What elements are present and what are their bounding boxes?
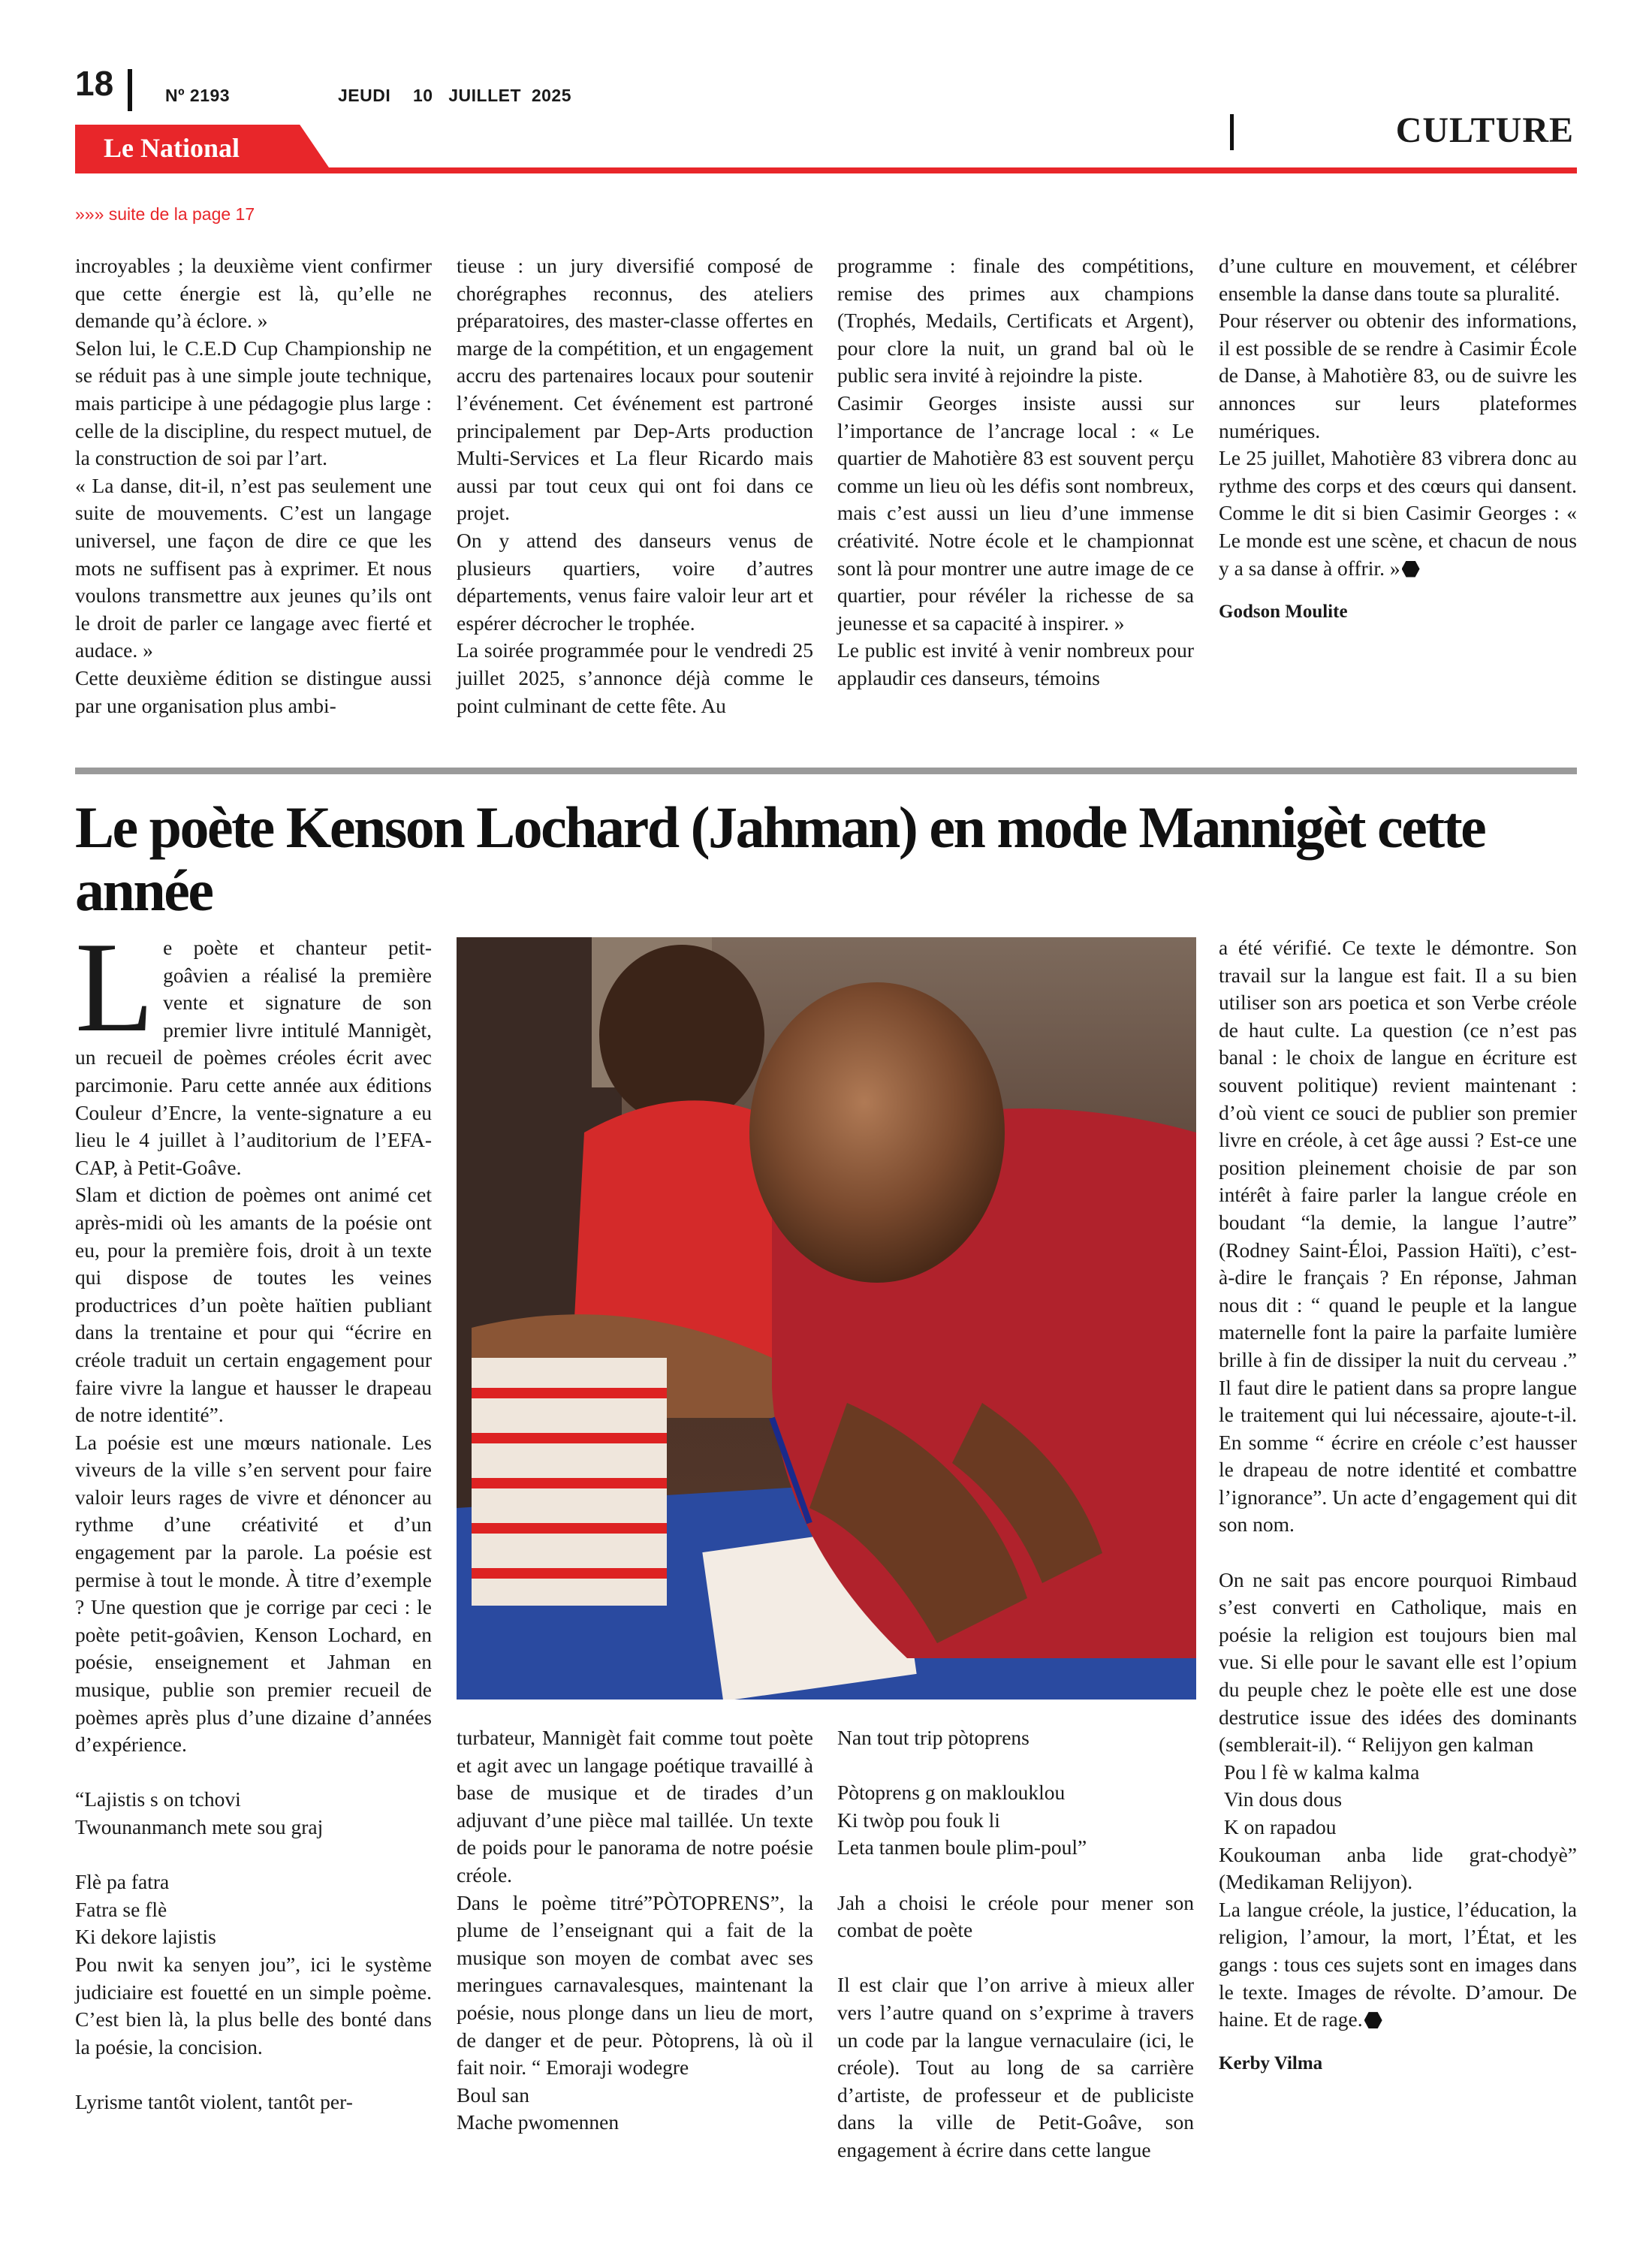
section-title: CULTURE (1395, 110, 1574, 150)
author-byline: Kerby Vilma (1219, 2052, 1323, 2074)
article1-column-2 (457, 252, 813, 719)
paragraph: « La danse, dit-il, n’est pas seulement une suite de mouvements. C’est un langage universel, une façon de dire ce que les mots ne suffisent pas à exprimer. Et nous voulons transmettre aux jeunes qu’ils ont le droit de parler ce langage avec fierté et audace. » (75, 473, 432, 662)
article1-column-4 (1219, 252, 1577, 626)
section-divider (1230, 114, 1234, 150)
end-mark-icon (1402, 561, 1420, 578)
poem-line: Twounanmanch mete sou graj (75, 1815, 324, 1838)
page-number-divider (128, 69, 132, 111)
header-rule (75, 167, 1577, 173)
paragraph-text: Le 25 juillet, Mahotière 83 vibrera donc au rythme des corps et des cœurs qui dansent. Comme le dit si bien Casimir Georges : « Le monde est une scène, et chacun de nous y a sa danse à offrir. » (1219, 446, 1577, 580)
paragraph (1219, 1896, 1577, 2034)
poem-line: Fatra se flè (75, 1897, 167, 1921)
paragraph: Slam et diction de poèmes ont animé cet après-midi où les amants de la poésie ont eu, pour la première fois, droit à un texte qui dispose de toutes les veines productrices d’un poète haïtien publiant dans la trentaine et pour qui “écrire en créole traduit un certain engagement pour faire vivre la langue et hausser le drapeau de notre identité”. (75, 1183, 432, 1427)
article1-column-3 (837, 252, 1194, 692)
page-number: 18 (75, 64, 114, 103)
paragraph: Pou nwit ka senyen jou”, ici le système judiciaire est fouetté en un simple poème. C’est bien là, la plus belle des bonté dans la poésie, la concision. (75, 1952, 432, 2058)
poem-line: Vin dous dous (1219, 1787, 1343, 1811)
issue-day: JEUDI (338, 86, 391, 105)
poem-line: Pòtoprens g on maklouklou (837, 1781, 1066, 1805)
paragraph: Pour réserver ou obtenir des informations, il est possible de se rendre à Casimir École de Danse, à Mahotière 83, ou de suivre les annonces sur leurs plateformes numériques. (1219, 309, 1577, 442)
article1-column-1 (75, 252, 432, 719)
drop-cap: L (75, 916, 155, 1059)
paragraph (1219, 445, 1577, 582)
paragraph-text: La langue créole, la justice, l’éducation, la religion, l’amour, la mort, l’État, et les gangs : tous ces sujets sont en images dans le texte. Images de révolte. D’amour. De haine. Et de rage. (1219, 1897, 1577, 2031)
continued-from: »»» suite de la page 17 (75, 204, 255, 224)
poem-line: Koukouman anba lide grat-chodyè” (Medikaman Relijyon). (1219, 1842, 1577, 1894)
paragraph: Lyrisme tantôt violent, tantôt per- (75, 2089, 353, 2113)
poem-line: Ki dekore lajistis (75, 1925, 216, 1949)
poem-line: Boul san (457, 2083, 530, 2107)
issue-date: 10 JUILLET 2025 (413, 86, 571, 105)
article-divider (75, 768, 1577, 774)
paragraph: On ne sait pas encore pourquoi Rimbaud s’est converti en Catholique, mais en poésie la religion est toujours bien mal vue. Si elle pour le savant elle est l’opium du peuple chez le poète elle est une dose destrutice issue des idées des dominants (semblerait-il). “ Relijyon gen kalman (1219, 1567, 1577, 1757)
poem-line: Leta tanmen boule plim-poul” (837, 1835, 1087, 1859)
paragraph: programme : finale des compétitions, remise des primes aux champions (Trophés, Medails, Certificats et Argent), pour clore la nuit, un grand bal où le public sera invité à rejoindre la piste. (837, 254, 1194, 388)
paragraph: Casimir Georges insiste aussi sur l’importance de l’ancrage local : « Le quartier de Mahotière 83 est souvent perçu comme un lieu où les défis sont nombreux, mais c’est aussi un lieu d’une immense créativité. Notre école et le championnat sont là pour montrer une autre image de ce quartier, pour révéler la richesse de sa jeunesse et sa capacité à inspirer. » (837, 391, 1194, 635)
paragraph: La poésie est une mœurs nationale. Les viveurs de la ville s’en servent pour faire valoir leurs rages de vivre et dénoncer au rythme d’une créativité et d’un engagement par la parole. La poésie est permise à tout le monde. À titre d’exemple ? Une question que je corrige par ceci : le poète petit-goâvien, Kenson Lochard, en poésie, enseignement et Jahman en musique, publie son premier recueil de poèmes après plus d’une dizaine d’années d’expérience. (75, 1430, 432, 1757)
paragraph: turbateur, Mannigèt fait comme tout poète et agit avec un langage poétique travaillé à base de musique et de tirades d’un adjuvant d’une pièce mal taillée. Un texte de poids pour le panorama de notre poésie créole. (457, 1726, 813, 1887)
author-byline: Godson Moulite (1219, 602, 1348, 623)
paragraph: d’une culture en mouvement, et célébrer ensemble la danse dans toute sa pluralité. (1219, 254, 1577, 305)
paragraph: Jah a choisi le créole pour mener son combat de poète (837, 1890, 1194, 1942)
paragraph (75, 916, 432, 1181)
poem-line: Nan tout trip pòtoprens (837, 1726, 1029, 1749)
paragraph: tieuse : un jury diversifié composé de chorégraphes reconnus, des ateliers préparatoires, des master-classe offertes en marge de la compétition, et un engagement accru des partenaires locaux pour soutenir l’événement. Cet événement est partroné principalement par Dep-Arts production Multi-Services et La fleur Ricardo mais aussi par tout ceux qui ont foi dans ce projet. (457, 254, 813, 525)
paragraph: Dans le poème titré”PÒTOPRENS”, la plume de l’enseignant qui a fait de la musique son moyen de combat avec ses meringues carnavalesques, maintenant la poésie, nous plonge dans un lieu de mort, de danger et de peur. Pòtoprens, là où il fait noir. “ Emoraji wodegre (457, 1890, 813, 2080)
paragraph: Cette deuxième édition se distingue aussi par une organisation plus ambi- (75, 665, 432, 717)
poem-line: Flè pa fatra (75, 1870, 170, 1894)
article2-column-3 (837, 1724, 1194, 2164)
paragraph: On y attend des danseurs venus de plusieurs quartiers, voire d’autres départements, venus faire valoir leur art et espérer décrocher le trophée. (457, 528, 813, 635)
brand-logo-text: Le National (104, 133, 240, 163)
paragraph: Selon lui, le C.E.D Cup Championship ne se réduit pas à une simple joute technique, mais participe à une pédagogie plus large : celle de la discipline, du respect mutuel, de la construction de soi par l’art. (75, 336, 432, 470)
paragraph: Le public est invité à venir nombreux pour applaudir ces danseurs, témoins (837, 638, 1194, 689)
paragraph: La soirée programmée pour le vendredi 25 juillet 2025, s’annonce déjà comme le point culminant de cette fête. Au (457, 638, 813, 717)
article2-column-1 (75, 916, 432, 2116)
article2-column-4 (1219, 934, 1577, 2077)
issue-number: Nº 2193 (165, 86, 231, 105)
poem-line: Mache pwomennen (457, 2110, 620, 2134)
paragraph-text: e poète et chanteur petit-goâvien a réalisé la première vente et signature de son premier livre intitulé Mannigèt, un recueil de poèmes créoles écrit avec parcimonie. Paru cette année aux éditions Couleur d’Encre, la vente-signature a eu lieu le 4 juillet à l’auditorium de l’EFA-CAP, à Petit-Goâve. (75, 936, 432, 1179)
paragraph: incroyables ; la deuxième vient confirmer que cette énergie est là, qu’elle ne demande qu’à éclore. » (75, 254, 432, 333)
paragraph: a été vérifié. Ce texte le démontre. Son travail sur la langue est fait. Il a su bien utiliser son ars poetica et son Verbe créole de haut culte. La question (ce n’est pas banal : le choix de langue en écriture est souvent politique) revient maintenant : d’où vient ce souci de publier son premier livre en créole, à cet âge aussi ? Est-ce une position pleinement choisie de par son intérêt à faire parler la langue créole en boudant “la demie, la langue l’autre” (Rodney Saint-Éloi, Passion Haïti), c’est-à-dire le français ? En réponse, Jahman nous dit : “ quand le peuple et la langue maternelle font la paire la parfaite lumière brille à fin de dissiper la nuit du cerveau .” Il faut dire le patient dans sa propre langue le traitement qui lui nécessaire, ajoute-t-il. En somme “ écrire en créole c’est hausser le drapeau de notre identité et combattre l’ignorance”. Un acte d’engagement qui dit son nom. (1219, 936, 1577, 1537)
headline: Le poète Kenson Lochard (Jahman) en mode Mannigèt cette année (75, 795, 1485, 923)
signing-books-photo (457, 937, 1196, 1700)
poem-line: K on rapadou (1219, 1815, 1337, 1838)
paragraph: Il est clair que l’on arrive à mieux aller vers l’autre quand on s’exprime à travers un code par la langue vernaculaire (ici, le créole). Tout au long de sa carrière d’artiste, de professeur et de publiciste dans la ville de Petit-Goâve, son engagement à écrire dans cette langue (837, 1973, 1194, 2161)
poem-line: Pou l fè w kalma kalma (1219, 1760, 1420, 1784)
poem-line: “Lajistis s on tchovi (75, 1787, 241, 1811)
article2-column-2 (457, 1724, 813, 2137)
end-mark-icon (1364, 2012, 1382, 2028)
poem-line: Ki twòp pou fouk li (837, 1808, 1000, 1832)
